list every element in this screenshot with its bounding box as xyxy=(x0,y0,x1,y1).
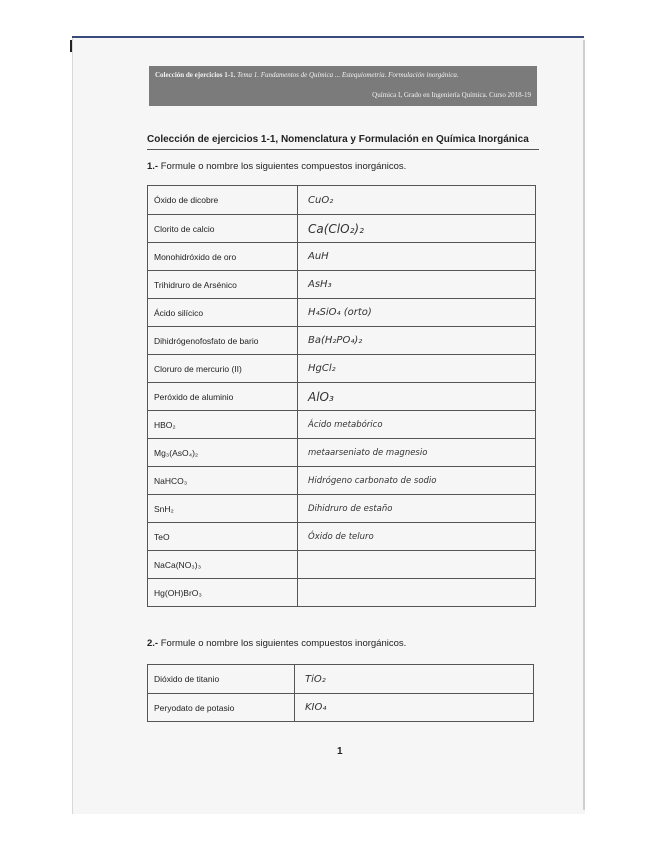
answer-cell: Dihidruro de estaño xyxy=(298,495,536,523)
table-row xyxy=(148,495,536,523)
prompt-cell: Ácido silícico xyxy=(148,299,298,327)
answer-cell: HgCl₂ xyxy=(298,355,536,383)
question-1-table xyxy=(147,185,536,607)
question-2-table xyxy=(147,664,534,722)
table-row xyxy=(148,665,534,694)
table-row xyxy=(148,271,536,299)
answer-cell: CuO₂ xyxy=(298,186,536,215)
answer-cell xyxy=(298,579,536,607)
page-number: 1 xyxy=(337,746,343,757)
title-divider xyxy=(147,149,539,150)
prompt-cell: Monohidróxido de oro xyxy=(148,243,298,271)
answer-cell: Óxido de teluro xyxy=(298,523,536,551)
answer-cell: H₄SiO₄ (orto) xyxy=(298,299,536,327)
prompt-cell: NaCa(NO₃)₃ xyxy=(148,551,298,579)
table-row xyxy=(148,299,536,327)
header-prefix: Colección de ejercicios 1-1. xyxy=(155,71,236,79)
question-1 xyxy=(147,161,406,172)
prompt-cell: Hg(OH)BrO₃ xyxy=(148,579,298,607)
table-row xyxy=(148,439,536,467)
scan-right-edge xyxy=(583,40,585,810)
prompt-cell: Dióxido de titanio xyxy=(148,665,295,694)
answer-cell: Ba(H₂PO₄)₂ xyxy=(298,327,536,355)
answer-cell: AuH xyxy=(298,243,536,271)
question-1-number: 1.- xyxy=(147,161,159,172)
table-row xyxy=(148,467,536,495)
table-row xyxy=(148,186,536,215)
answer-cell: AlO₃ xyxy=(298,383,536,411)
prompt-cell: Cloruro de mercurio (II) xyxy=(148,355,298,383)
answer-cell: KIO₄ xyxy=(295,694,534,722)
table-row xyxy=(148,411,536,439)
page-title: Colección de ejercicios 1-1, Nomenclatura y Formulación en Química Inorgánica xyxy=(147,134,529,145)
document-header xyxy=(149,66,537,106)
answer-cell xyxy=(298,551,536,579)
answer-cell: Hidrógeno carbonato de sodio xyxy=(298,467,536,495)
prompt-cell: SnH₂ xyxy=(148,495,298,523)
prompt-cell: Dihidrógenofosfato de bario xyxy=(148,327,298,355)
prompt-cell: Óxido de dicobre xyxy=(148,186,298,215)
prompt-cell: HBO₂ xyxy=(148,411,298,439)
table-row xyxy=(148,579,536,607)
question-2-text: Formule o nombre los siguientes compuestos inorgánicos. xyxy=(160,638,407,649)
answer-cell: metaarseniato de magnesio xyxy=(298,439,536,467)
header-course: Química I, Grado en Ingeniería Química. Curso 2018-19 xyxy=(372,91,531,99)
table-row xyxy=(148,551,536,579)
prompt-cell: Peróxido de aluminio xyxy=(148,383,298,411)
table-row xyxy=(148,327,536,355)
table-row xyxy=(148,523,536,551)
question-2 xyxy=(147,638,406,649)
answer-cell: Ca(ClO₂)₂ xyxy=(298,215,536,243)
prompt-cell: Clorito de calcio xyxy=(148,215,298,243)
prompt-cell: Peryodato de potasio xyxy=(148,694,295,722)
answer-cell: Ácido metabórico xyxy=(298,411,536,439)
header-line-1 xyxy=(155,71,533,79)
prompt-cell: Mg₃(AsO₄)₂ xyxy=(148,439,298,467)
table-row xyxy=(148,694,534,722)
table-row xyxy=(148,383,536,411)
prompt-cell: NaHCO₃ xyxy=(148,467,298,495)
prompt-cell: Trihidruro de Arsénico xyxy=(148,271,298,299)
table-row xyxy=(148,355,536,383)
question-1-text: Formule o nombre los siguientes compuestos inorgánicos. xyxy=(160,161,407,172)
table-row xyxy=(148,243,536,271)
prompt-cell: TeO xyxy=(148,523,298,551)
question-2-number: 2.- xyxy=(147,638,159,649)
answer-cell: AsH₃ xyxy=(298,271,536,299)
answer-cell: TiO₂ xyxy=(295,665,534,694)
table-row xyxy=(148,215,536,243)
header-subtitle: Tema 1. Fundamentos de Química ... Estequiometría. Formulación inorgánica. xyxy=(237,71,459,79)
